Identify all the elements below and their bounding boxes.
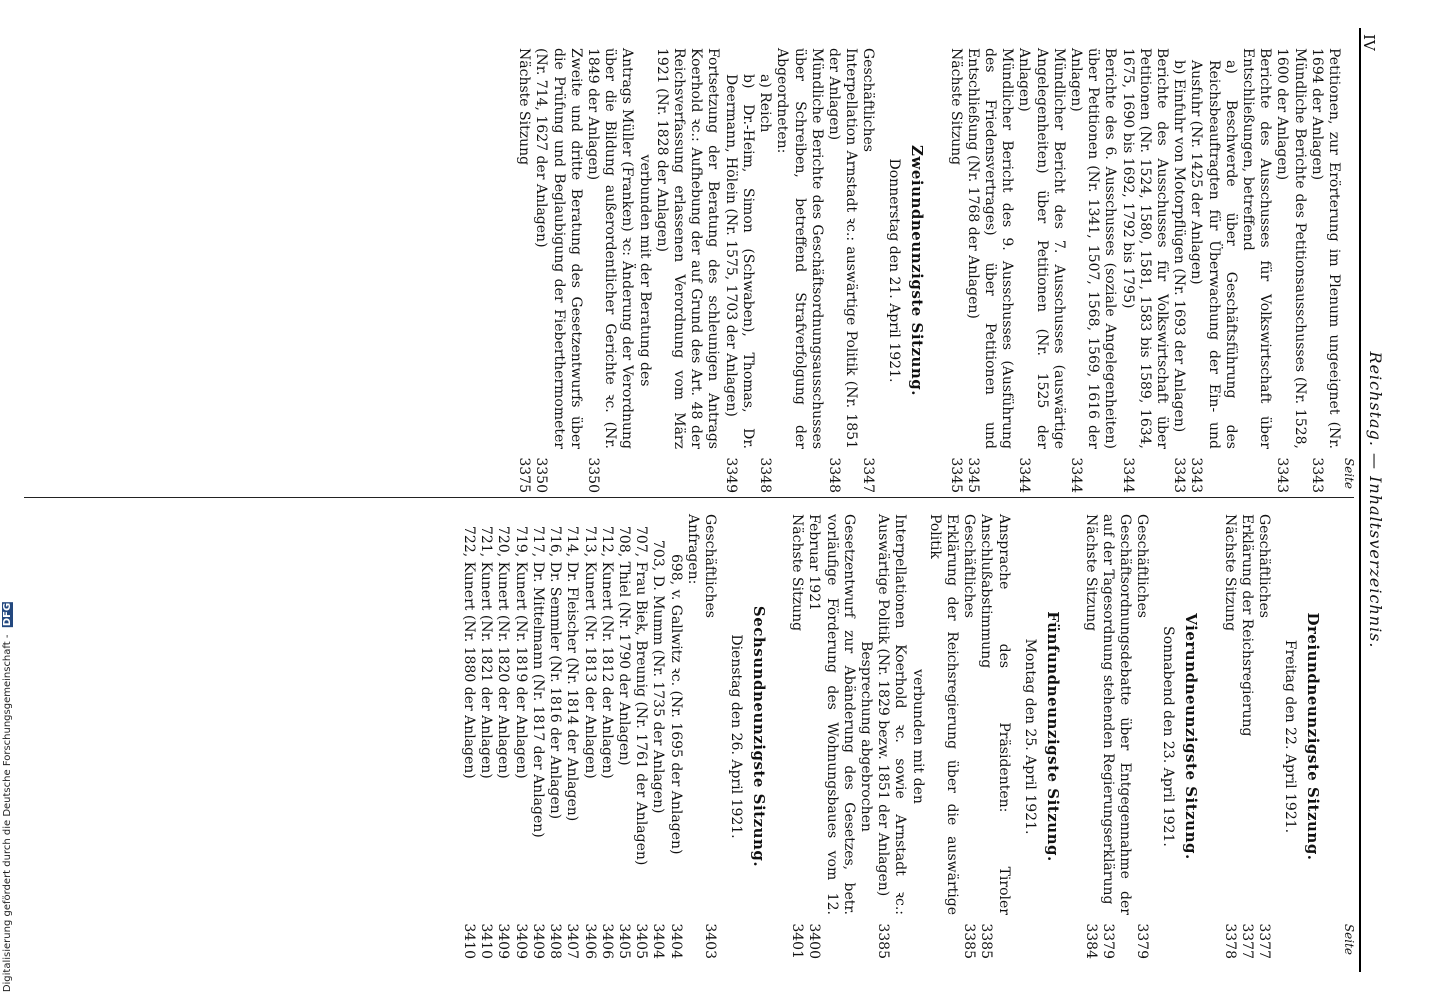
connector-line: verbunden mit den bbox=[909, 669, 926, 804]
left-column bbox=[515, 48, 1356, 493]
entry-text: 707, Frau Biek, Breunig (Nr. 1761 der Anlagen) bbox=[633, 526, 650, 866]
toc-entry bbox=[1308, 48, 1342, 493]
toc-entry bbox=[1067, 48, 1119, 493]
toc-entry bbox=[580, 514, 597, 959]
entry-text: Nächste Sitzung bbox=[1221, 514, 1238, 632]
toc-entry bbox=[1082, 514, 1099, 959]
toc-entry bbox=[788, 514, 805, 959]
entry-page: 3410 bbox=[478, 923, 495, 959]
right-entries bbox=[460, 514, 1322, 959]
toc-entry bbox=[532, 48, 584, 493]
entry-text: a) Beschwerde über Geschäftsführung des Reichsbeauftragten für Überwachung der Ein- und Ausfuhr (Nr. 1425 der Anlagen) bbox=[1188, 60, 1239, 449]
entry-text: Geschäftliches bbox=[961, 514, 978, 618]
entry-text: Zweite und dritte Beratung des Gesetzentwurfs über die Prüfung und Beglaubigung der Fieberthermometer (Nr. 714, 1627 der Anlagen) bbox=[533, 48, 584, 449]
entry-page: 3379 bbox=[1134, 923, 1151, 959]
entry-page: 3345 bbox=[964, 457, 981, 493]
entry-page: 3350 bbox=[533, 457, 550, 493]
toc-entry bbox=[722, 48, 756, 493]
entry-page: 3377 bbox=[1238, 923, 1255, 959]
entry-page: 3378 bbox=[1221, 923, 1238, 959]
session-heading: Zweiundneunzigste Sitzung. bbox=[908, 144, 927, 396]
entry-text: Erklärung der Reichsregierung über die auswärtige Politik bbox=[926, 514, 960, 915]
entry-text: 713, Kunert (Nr. 1813 der Anlagen) bbox=[581, 526, 598, 779]
entry-text: 722, Kunert (Nr. 1880 der Anlagen) bbox=[461, 526, 478, 779]
toc-entry bbox=[1170, 48, 1187, 493]
entry-page: 3344 bbox=[1119, 457, 1136, 493]
entry-page: 3343 bbox=[1171, 457, 1188, 493]
dfg-logo: DFG bbox=[2, 602, 13, 627]
entry-text: Geschäftsordnungsdebatte über Entgegennahme der auf der Tagesordnung stehenden Regierungserklärung bbox=[1099, 514, 1134, 915]
toc-entry bbox=[615, 514, 632, 959]
toc-entry bbox=[1255, 514, 1272, 959]
left-entries bbox=[515, 48, 1342, 493]
entry-text: Geschäftliches bbox=[1134, 514, 1151, 618]
toc-entry bbox=[1239, 48, 1273, 493]
entry-text: Berichte des 6. Ausschusses (soziale Angelegenheiten) über Petitionen (Nr. 1341, 1507, 1568, 1569, 1616 der Anlagen) bbox=[1067, 48, 1119, 449]
entry-page: 3404 bbox=[650, 923, 667, 959]
entry-text: 716, Dr. Semmler (Nr. 1816 der Anlagen) bbox=[547, 526, 564, 820]
entry-text: Erklärung der Reichsregierung bbox=[1238, 514, 1255, 737]
entry-page: 3401 bbox=[789, 923, 806, 959]
entry-page: 3345 bbox=[947, 457, 964, 493]
connector-line: Besprechung abgebrochen bbox=[857, 641, 874, 832]
entry-page: 3375 bbox=[516, 457, 533, 493]
entry-text: Berichte des Ausschusses für Volkswirtschaft über Petitionen (Nr. 1524, 1580, 1581, 1583 bis 1589, 1634, 1675, 1690 bis 1692, 1792 bis 1795) bbox=[1119, 48, 1170, 449]
entry-page: 3384 bbox=[1082, 923, 1099, 959]
session-date: Dienstag den 26. April 1921. bbox=[727, 634, 744, 839]
entry-text: Nächste Sitzung bbox=[1082, 514, 1099, 632]
toc-entry bbox=[977, 514, 1011, 959]
toc-entry bbox=[859, 48, 876, 493]
toc-entry bbox=[964, 48, 1016, 493]
entry-text: 717, Dr. Mittelmann (Nr. 1817 der Anlagen) bbox=[529, 526, 546, 838]
toc-entry bbox=[529, 514, 546, 959]
entry-text: Nächste Sitzung bbox=[947, 48, 964, 166]
entry-page: 3348 bbox=[757, 457, 774, 493]
session-heading: Sechsundneunzigste Sitzung. bbox=[749, 605, 768, 868]
entry-text: 698, v. Gallwitz ꝛc. (Nr. 1695 der Anlagen) bbox=[667, 554, 684, 855]
column-divider bbox=[24, 497, 1354, 498]
entry-page: 3379 bbox=[1099, 923, 1116, 959]
entry-page: 3406 bbox=[598, 923, 615, 959]
entry-text: 720, Kunert (Nr. 1820 der Anlagen) bbox=[495, 526, 512, 779]
entry-text: 719, Kunert (Nr. 1819 der Anlagen) bbox=[512, 526, 529, 779]
entry-page: 3377 bbox=[1256, 923, 1272, 959]
connector-line: verbunden mit der Beratung des bbox=[636, 154, 653, 387]
seite-label-right: Seite bbox=[1342, 923, 1356, 955]
session-date: Sonnabend den 23. April 1921. bbox=[1160, 626, 1177, 847]
entry-text: Geschäftliches bbox=[1256, 514, 1272, 618]
entry-text: Antrags Müller (Franken) ꝛc: Änderung der Verordnung über die Bildung außerordentlicher Gerichte ꝛc. (Nr. 1849 der Anlagen) bbox=[585, 48, 636, 449]
entry-page: 3400 bbox=[806, 923, 823, 959]
entry-text: Nächste Sitzung bbox=[789, 514, 806, 632]
entry-page: 3385 bbox=[978, 923, 995, 959]
right-column bbox=[460, 514, 1356, 959]
toc-entry bbox=[649, 514, 666, 959]
toc-entry bbox=[515, 48, 532, 493]
entry-page: 3344 bbox=[1016, 457, 1033, 493]
toc-entry bbox=[546, 514, 563, 959]
entry-page: 3405 bbox=[615, 923, 632, 959]
toc-entry bbox=[960, 514, 977, 959]
entry-text: Interpellation Arnstadt ꝛc.: auswärtige Politik (Nr. 1851 der Anlagen) bbox=[825, 48, 860, 449]
toc-entry bbox=[1238, 514, 1255, 959]
toc-entry bbox=[805, 514, 857, 959]
entry-text: Mündlicher Bericht des 7. Ausschusses (auswärtige Angelegenheiten) über Petitionen (Nr. 1525 der Anlagen) bbox=[1016, 48, 1067, 449]
entry-text: b) Einfuhr von Motorpflügen (Nr. 1693 der Anlagen) bbox=[1171, 60, 1188, 433]
toc-entry bbox=[1273, 48, 1307, 493]
entry-page: 3385 bbox=[961, 923, 978, 959]
toc-entry bbox=[756, 48, 773, 493]
entry-page: 3408 bbox=[547, 923, 564, 959]
toc-entry bbox=[477, 514, 494, 959]
session-date: Freitag den 22. April 1921. bbox=[1282, 639, 1298, 834]
session-date: Montag den 25. April 1921. bbox=[1021, 638, 1038, 835]
entry-text: Nächste Sitzung bbox=[516, 48, 533, 166]
session-heading: Fünfundneunzigste Sitzung. bbox=[1043, 611, 1062, 862]
entry-page: 3409 bbox=[512, 923, 529, 959]
entry-page: 3343 bbox=[1308, 457, 1325, 493]
toc-entry bbox=[1118, 48, 1170, 493]
toc-entry bbox=[946, 48, 963, 493]
entry-text: b) Dr.-Heim, Simon (Schwaben), Thomas, Dr. Deermann, Hölein (Nr. 1575, 1703 der Anlagen) bbox=[722, 74, 756, 449]
toc-entry bbox=[926, 514, 960, 959]
toc-entry bbox=[773, 48, 825, 493]
toc-entry bbox=[1220, 514, 1237, 959]
entry-page: 3348 bbox=[825, 457, 842, 493]
entry-text: Berichte des Ausschusses für Volkswirtschaft über Entschließungen, betreffend bbox=[1239, 48, 1274, 449]
entry-text: 721, Kunert (Nr. 1821 der Anlagen) bbox=[478, 526, 495, 779]
entry-text: Mündliche Berichte des Petitionsausschusses (Nr. 1528, 1600 der Anlagen) bbox=[1274, 48, 1308, 449]
session-date: Donnerstag den 21. April 1921. bbox=[886, 158, 903, 383]
credit-text: Digitalisierung gefördert durch die Deutsche Forschungsgemeinschaft - bbox=[2, 634, 13, 992]
entry-text: Interpellationen Koerhold ꝛc. sowie Arnstadt ꝛc.: Auswärtige Politik (Nr. 1829 bezw. 1851 der Anlagen) bbox=[875, 514, 909, 915]
toc-entry bbox=[1099, 514, 1133, 959]
toc-entry bbox=[825, 48, 859, 493]
entry-text: Anfragen: bbox=[684, 514, 701, 585]
entry-page: 3405 bbox=[633, 923, 650, 959]
toc-entry bbox=[494, 514, 511, 959]
entry-page: 3349 bbox=[722, 457, 739, 493]
page-number: IV bbox=[1360, 34, 1378, 51]
entry-text: Geschäftliches bbox=[701, 514, 718, 618]
toc-entry bbox=[584, 48, 636, 493]
entry-page: 3410 bbox=[461, 923, 478, 959]
entry-page: 3403 bbox=[701, 923, 718, 959]
entry-page: 3385 bbox=[875, 923, 892, 959]
toc-entry bbox=[701, 514, 718, 959]
entry-text: 708, Thiel (Nr. 1790 der Anlagen) bbox=[615, 526, 632, 766]
toc-entry bbox=[684, 514, 701, 959]
entry-page: 3407 bbox=[564, 923, 581, 959]
entry-page: 3343 bbox=[1188, 457, 1205, 493]
entry-text: 712, Kunert (Nr. 1812 der Anlagen) bbox=[598, 526, 615, 779]
toc-entry bbox=[563, 514, 580, 959]
seite-label-left: Seite bbox=[1342, 457, 1356, 489]
session-heading: Vierundneunzigste Sitzung. bbox=[1182, 613, 1201, 860]
entry-text: 714, Dr. Fleischer (Nr. 1814 der Anlagen) bbox=[564, 526, 581, 822]
running-title: Reichstag. — Inhaltsverzeichnis. bbox=[1366, 351, 1385, 649]
entry-page: 3409 bbox=[529, 923, 546, 959]
toc-entry bbox=[1187, 48, 1239, 493]
entry-page: 3347 bbox=[860, 457, 877, 493]
session-heading: Dreiundneunzigste Sitzung. bbox=[1304, 612, 1322, 861]
toc-entry bbox=[598, 514, 615, 959]
entry-page: 3404 bbox=[667, 923, 684, 959]
entry-page: 3343 bbox=[1274, 457, 1291, 493]
entry-text: Geschäftliches bbox=[860, 48, 877, 152]
entry-text: Mündliche Berichte des Geschäftsordnungsausschusses über Schreiben, betreffend Strafverfolgung der Abgeordneten: bbox=[774, 48, 825, 449]
entry-text: Fortsetzung der Beratung des schleunigen Antrags Koerhold ꝛc.: Aufhebung der auf Grund des Art. 48 der Reichsverfassung erlassenen Verordnung vom März 1921 (Nr. 1828 der Anlagen) bbox=[653, 48, 722, 449]
toc-entry bbox=[1015, 48, 1067, 493]
header-rule bbox=[1359, 28, 1361, 972]
toc-entry bbox=[632, 514, 649, 959]
entry-text: Petitionen, zur Erörterung im Plenum ungeeignet (Nr. 1694 der Anlagen) bbox=[1308, 48, 1342, 449]
toc-entry bbox=[874, 514, 908, 959]
toc-entry bbox=[653, 48, 722, 493]
entry-page: 3406 bbox=[581, 923, 598, 959]
entry-text: Ansprache des Präsidenten: Tiroler Anschlußabstimmung bbox=[978, 514, 1012, 915]
toc-entry bbox=[460, 514, 477, 959]
entry-text: Mündlicher Bericht des 9. Ausschusses (Ausführung des Friedensvertrages) über Petitionen und Entschließung (Nr. 1768 der Anlagen) bbox=[964, 48, 1016, 449]
toc-entry bbox=[512, 514, 529, 959]
toc-entry bbox=[1133, 514, 1150, 959]
digitization-credit bbox=[2, 602, 13, 992]
entry-text: Gesetzentwurf zur Abänderung des Gesetzes, betr. vorläufige Förderung des Wohnungsbaues vom 12. Februar 1921 bbox=[806, 514, 857, 915]
entry-page: 3350 bbox=[585, 457, 602, 493]
entry-text: 703, D. Mumm (Nr. 1735 der Anlagen) bbox=[650, 540, 667, 814]
entry-page: 3344 bbox=[1067, 457, 1084, 493]
toc-entry bbox=[666, 514, 683, 959]
entry-page: 3409 bbox=[495, 923, 512, 959]
entry-text: a) Reich bbox=[757, 74, 774, 133]
